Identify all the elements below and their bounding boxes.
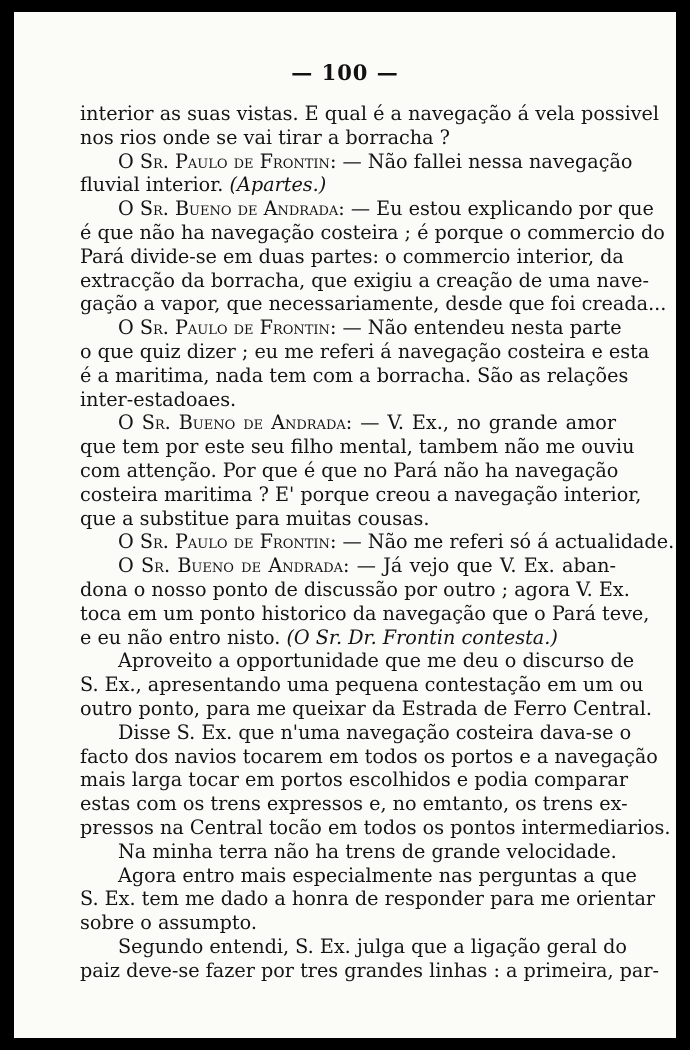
text-line: dona o nosso ponto de discussão por outro ; agora V. Ex. [80,577,630,601]
text-line: outro ponto, para me queixar da Estrada de Ferro Central. [80,696,652,720]
page-number: — 100 — [291,60,399,85]
text-line: S. Ex. tem me dado a honra de responder para me orientar [80,887,656,911]
text-line: Segundo entendi, S. Ex. julga que a ligação geral do [118,934,627,958]
document-page [14,12,676,1038]
text-line: extracção da borracha, que exigiu a creação de uma nave- [80,268,649,292]
text-line: interior as suas vistas. E qual é a navegação á vela possivel [80,102,660,125]
text-line: Agora entro mais especialmente nas perguntas a que [118,863,637,887]
text-line: é que não ha navegação costeira ; é porque o commercio do [80,220,665,244]
text-line: O Sr. Bueno de Andrada: — Eu estou explicando por que [118,197,654,221]
text-line: Disse S. Ex. que n'uma navegação costeira dava-se o [118,720,632,744]
text-line: Pará divide-se em duas partes: o commercio interior, da [80,244,624,268]
text-line: estas com os trens expressos e, no emtanto, os trens ex- [80,792,628,816]
text-line: Na minha terra não ha trens de grande velocidade. [118,839,617,863]
text-line: e eu não entro nisto. (O Sr. Dr. Frontin contesta.) [80,625,558,649]
text-line: que tem por este seu filho mental, tambem não me ouviu [80,435,635,459]
text-line: pressos na Central tocão em todos os pontos intermediarios. [80,815,671,839]
text-line: O Sr. Paulo de Frontin: — Não fallei nessa navegação [118,149,633,173]
text-line: toca em um ponto historico da navegação que o Pará teve, [80,601,650,625]
text-line: com attenção. Por que é que no Pará não ha navegação [80,458,619,482]
text-line: gação a vapor, que necessariamente, desde que foi creada... [80,292,667,316]
text-line: O Sr. Bueno de Andrada: — V. Ex., no grande amor [118,411,616,435]
text-line: S. Ex., apresentando uma pequena contestação em um ou [80,673,644,697]
text-line: inter-estadoaes. [80,387,237,411]
text-line: O Sr. Paulo de Frontin: — Não me referi só á actualidade. [118,530,675,554]
text-line: fluvial interior. (Apartes.) [80,173,327,197]
text-line: mais larga tocar em portos escolhidos e podia comparar [80,768,629,792]
text-line: costeira maritima ? E' porque creou a navegação interior, [80,482,642,506]
text-line: paiz deve-se fazer por tres grandes linhas : a primeira, par- [80,958,660,982]
text-line: que a substitue para muitas cousas. [80,506,430,530]
text-line: O Sr. Bueno de Andrada: — Já vejo que V. Ex. aban- [118,554,617,578]
text-line: nos rios onde se vai tirar a borracha ? [80,125,450,149]
text-line: é a maritima, nada tem com a borracha. São as relações [80,363,629,387]
body-text [80,102,675,982]
text-line: o que quiz dizer ; eu me referi á navegação costeira e esta [80,339,650,363]
text-line: Aproveito a opportunidade que me deu o discurso de [118,649,635,673]
text-line: O Sr. Paulo de Frontin: — Não entendeu nesta parte [118,316,622,340]
text-line: sobre o assumpto. [80,911,257,935]
text-line: facto dos navios tocarem em todos os portos e a navegação [80,744,658,768]
